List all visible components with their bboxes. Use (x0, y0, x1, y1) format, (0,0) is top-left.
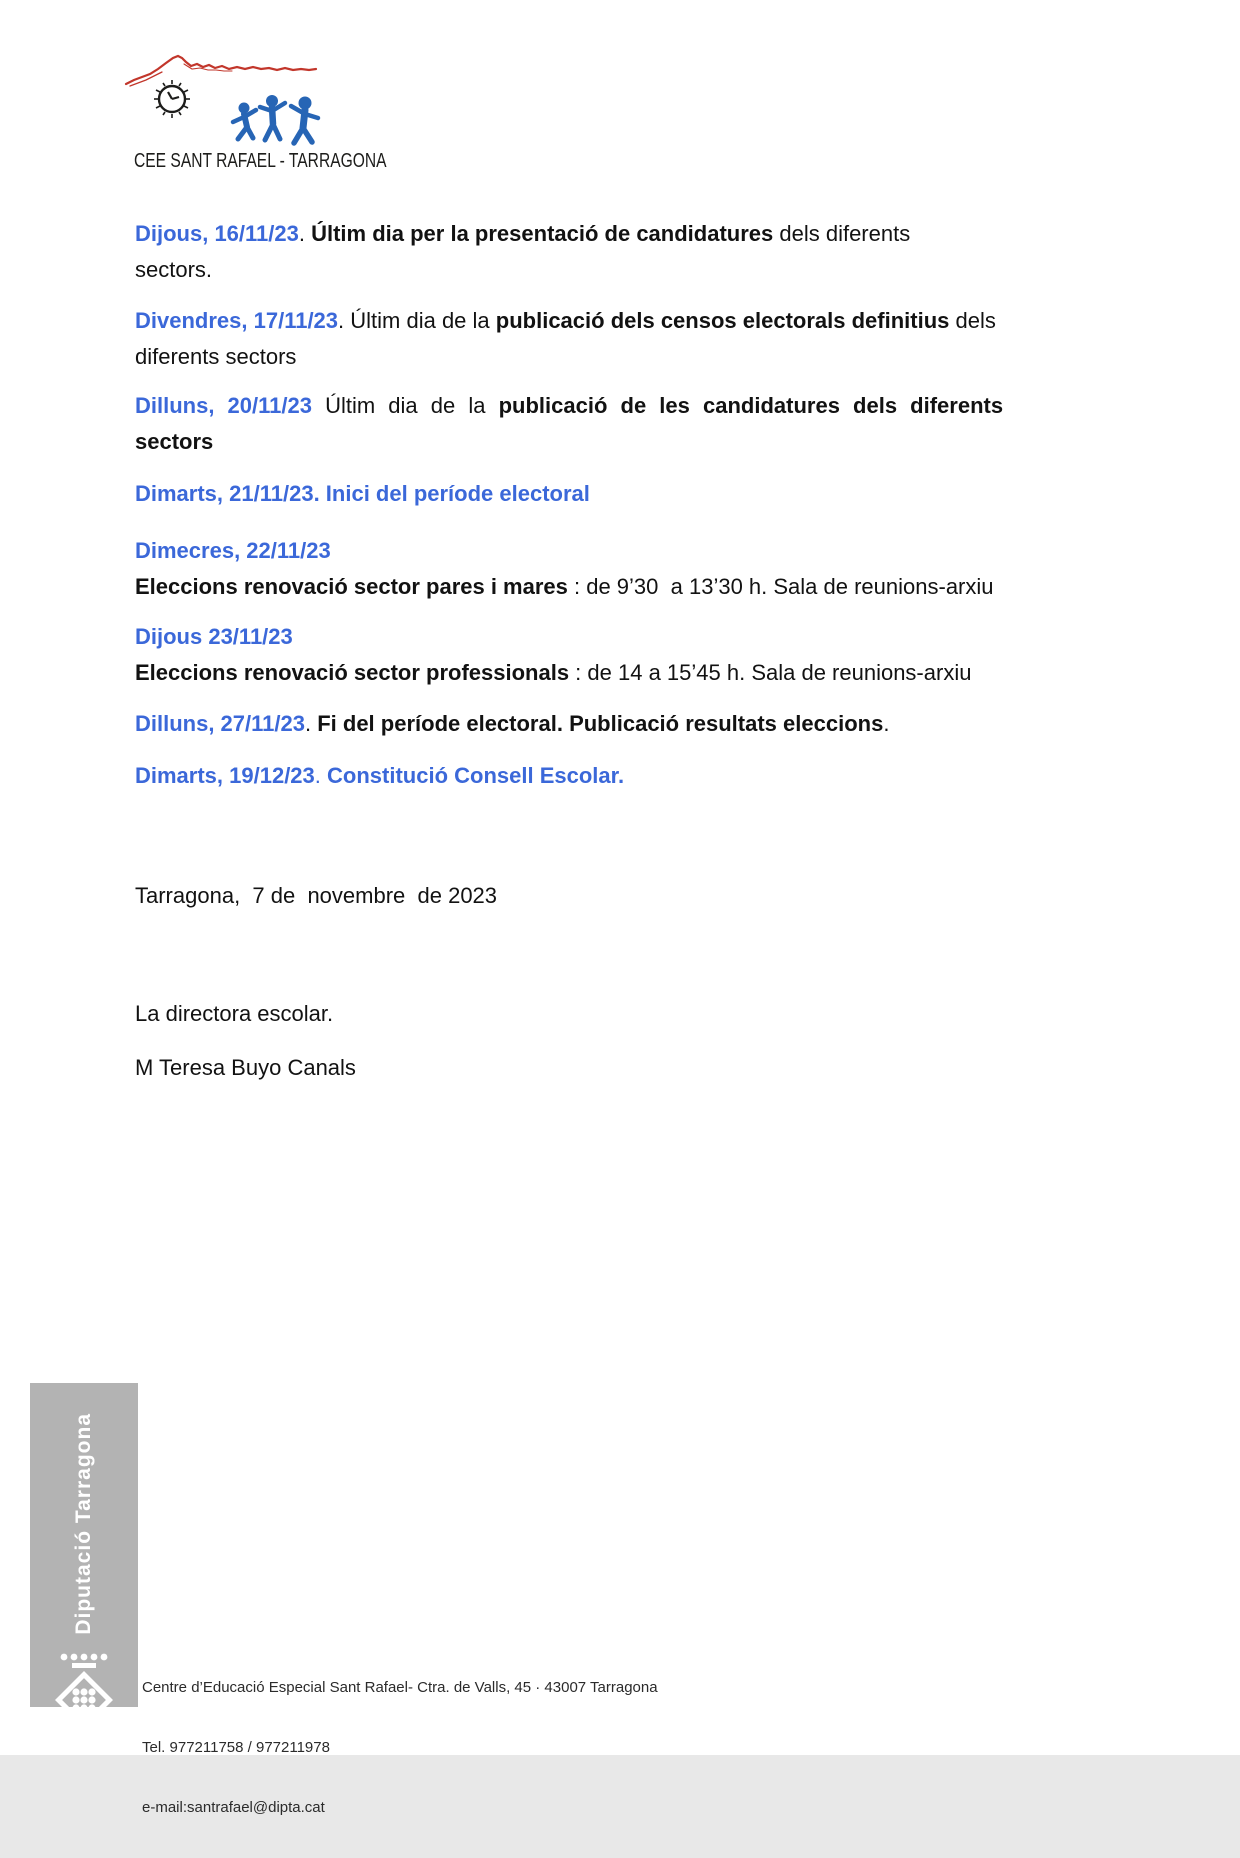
school-logo-image (120, 48, 330, 148)
school-logo (120, 48, 387, 173)
closing-place-date: Tarragona, 7 de novembre de 2023 (135, 883, 498, 908)
diputacio-coat-of-arms-icon (53, 1651, 115, 1735)
calendar-entry (135, 619, 1135, 691)
entry-date: Dimarts, 21/11/23. Inici del període electoral (135, 481, 590, 506)
entry-text: Últim dia de la (311, 393, 499, 418)
footer-phone: Tel. 977211758 / 977211978 (142, 1739, 330, 1756)
clock-icon (154, 80, 190, 118)
entry-date: Divendres, 17/11/23 (135, 308, 339, 333)
entry-text: dels diferents (773, 221, 911, 246)
entry-text: sectors. (135, 257, 213, 282)
entry-text: Últim dia de la (350, 308, 496, 333)
entry-highlight: Fi del període electoral. Publicació resultats eleccions (317, 711, 884, 736)
entry-text: : de 14 a 15’45 h. Sala de reunions-arxiu (569, 660, 972, 685)
roof-scribble-icon (126, 56, 316, 86)
calendar-entry (135, 388, 1135, 460)
entry-highlight: Eleccions renovació sector professionals (135, 660, 570, 685)
closing-signature-name: M Teresa Buyo Canals (135, 1055, 356, 1080)
closing-role: La directora escolar. (135, 1001, 334, 1026)
calendar-entry (135, 533, 1135, 605)
dancing-figures-icon (233, 95, 318, 143)
footer-email: e-mail:santrafael@dipta.cat (142, 1799, 325, 1816)
entry-separator: . (298, 221, 312, 246)
calendar-entry (135, 758, 1135, 794)
entry-date: Dilluns, 20/11/23 (135, 393, 312, 418)
calendar-entry (135, 476, 1135, 512)
entry-text: dels (949, 308, 996, 333)
entry-separator: . (338, 308, 351, 333)
entry-highlight: Constitució Consell Escolar. (327, 763, 625, 788)
entry-highlight: sectors (135, 429, 214, 454)
entry-text: . (883, 711, 890, 736)
diputacio-label: Diputació Tarragona (72, 1413, 95, 1635)
entry-date: Dimarts, 19/12/23 (135, 763, 315, 788)
footer-address: Centre d’Educació Especial Sant Rafael- Ctra. de Valls, 45 · 43007 Tarragona (142, 1679, 658, 1696)
entry-separator: . (314, 763, 328, 788)
calendar-entry (135, 216, 1135, 288)
entry-date: Dilluns, 27/11/23 (135, 711, 305, 736)
entry-separator: . (304, 711, 318, 736)
entry-highlight: publicació de les candidatures dels diferents (498, 393, 1004, 418)
footer-contact (142, 1638, 658, 1858)
calendar-entry (135, 303, 1135, 375)
entry-text: diferents sectors (135, 344, 297, 369)
entry-date: Dimecres, 22/11/23 (135, 538, 331, 563)
entry-highlight: Eleccions renovació sector pares i mares (135, 574, 568, 599)
entry-date: Dijous 23/11/23 (135, 624, 293, 649)
calendar-entry (135, 706, 1135, 742)
entry-highlight: publicació dels censos electorals definitius (495, 308, 950, 333)
entry-highlight: Últim dia per la presentació de candidatures (311, 221, 774, 246)
diputacio-sidebar (30, 1383, 138, 1707)
entry-text: : de 9’30 a 13’30 h. Sala de reunions-arxiu (567, 574, 994, 599)
school-logo-caption: CEE SANT RAFAEL - TARRAGONA (134, 150, 387, 172)
entry-date: Dijous, 16/11/23 (135, 221, 299, 246)
